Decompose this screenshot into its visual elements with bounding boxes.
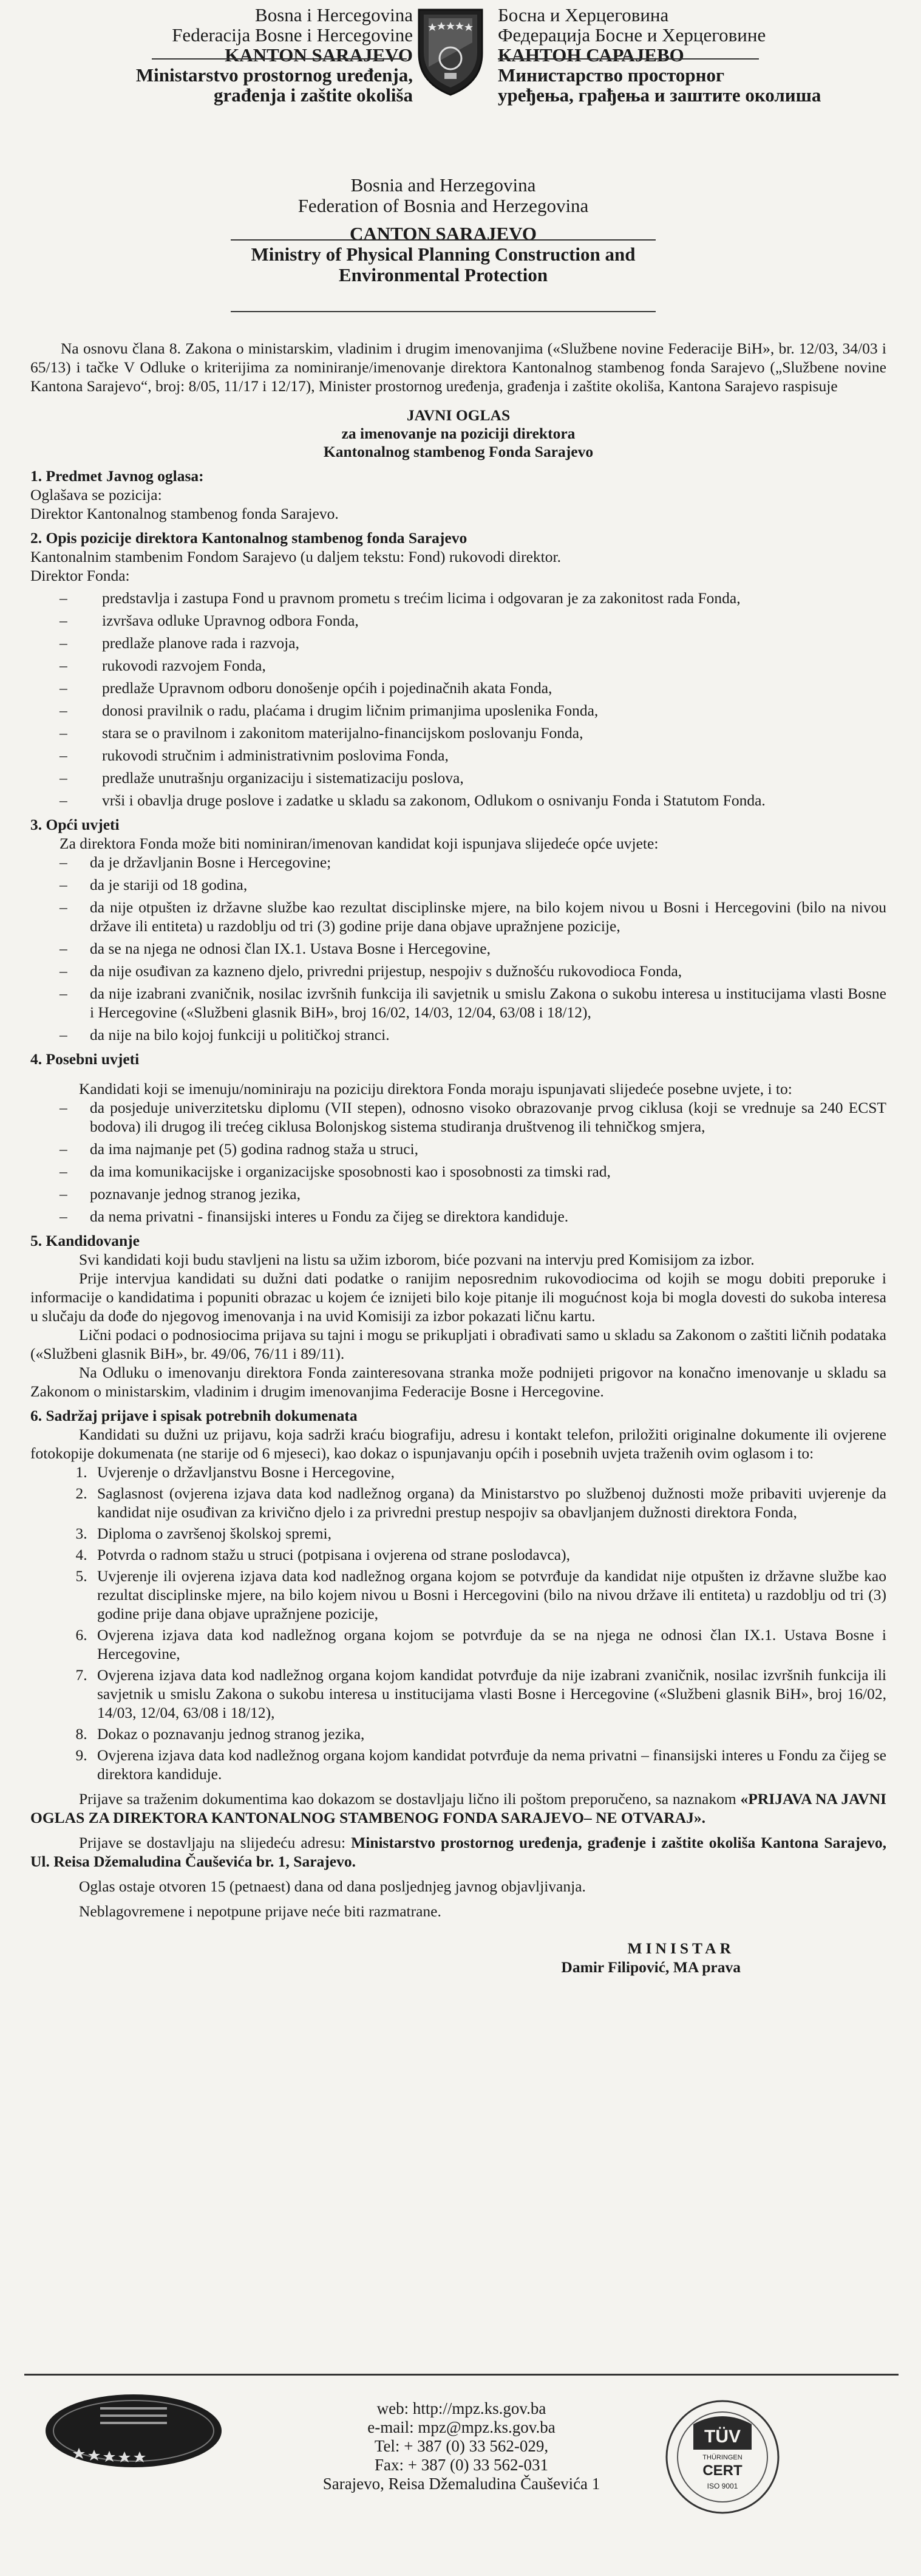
notice-body: [30, 339, 886, 1976]
list-item: – da nije na bilo kojoj funkciji u političkoj stranci.: [59, 1025, 886, 1044]
section-4-line: Kandidati koji se imenuju/nominiraju na poziciju direktora Fonda moraju ispunjavati slijedeće posebne uvjete, i to:: [79, 1080, 792, 1098]
address-paragraph: [30, 1833, 886, 1871]
list-item: 1. Uvjerenje o državljanstvu Bosne i Hercegovine,: [91, 1463, 886, 1481]
divider: [152, 58, 407, 60]
list-item: – da nije osuđivan za kazneno djelo, privredni prijestup, nespojiv s dužnošću rukovodioca Fonda,: [59, 962, 886, 980]
contact-block: [316, 2399, 607, 2493]
federation-name-english: Federation of Bosnia and Herzegovina: [297, 195, 589, 216]
ministry-name-1: Ministarstvo prostornog uređenja,: [135, 64, 413, 86]
divider: [231, 311, 656, 312]
intro-paragraph: Na osnovu člana 8. Zakona o ministarskim, vladinim i drugim imenovanjima («Službene novine Federacije BiH», br. 12/03, 34/03 i 65/13) i tačke V Odluke o kriterijima za nominiranje/imenovanje direktora Kantonalnog stambenog fonda Sarajevo („Službene novine Kantona Sarajevo“, broj: 8/05, 11/17 i 12/17), Minister prostornog uređenja, građenja i zaštite okoliša, Kantona Sarajevo raspisuje: [30, 340, 886, 395]
director-duties-list: [30, 589, 886, 810]
footer-address: Sarajevo, Reisa Džemaludina Čauševića 1: [322, 2475, 600, 2493]
list-item: – izvršava odluke Upravnog odbora Fonda,: [59, 611, 886, 630]
country-name: Bosna i Hercegovina: [255, 4, 413, 26]
list-item: – da posjeduje univerzitetsku diplomu (VII stepen), odnosno visoko obrazovanje prvog ciklusa (koji se vrednuje sa 240 ECST bodova) ili drugog ili trećeg ciklusa Bolonjskog sistema studiranja društvenog ili tehničkog smjera,: [59, 1098, 886, 1136]
letterhead-cyrillic: [498, 5, 838, 105]
ministry-name-english-2: Environmental Protection: [338, 264, 548, 285]
address-intro: Prijave se dostavljaju na slijedeću adresu:: [79, 1834, 346, 1851]
list-item: – da je državljanin Bosne i Hercegovine;: [59, 853, 886, 872]
list-item: – da ima najmanje pet (5) godina radnog staža u struci,: [59, 1139, 886, 1158]
canton-name: KANTON SARAJEVO: [225, 44, 413, 66]
required-documents-list: [30, 1463, 886, 1783]
ministry-name-english-1: Ministry of Physical Planning Construction and: [251, 244, 636, 265]
signature-name: Damir Filipović, MA prava: [561, 1958, 741, 1976]
divider: [498, 58, 759, 60]
section-1-line: Oglašava se pozicija:: [30, 486, 162, 504]
list-item: – rukovodi razvojem Fonda,: [59, 656, 886, 675]
ministry-name-cyrillic-1: Министарство просторног: [498, 64, 725, 86]
country-name-english: Bosnia and Herzegovina: [350, 174, 536, 196]
ministry-name-2: građenja i zaštite okoliša: [213, 84, 413, 106]
list-item: – poznavanje jednog stranog jezika,: [59, 1184, 886, 1203]
signature-title: MINISTAR: [627, 1939, 735, 1957]
country-name-cyrillic: Босна и Херцеговина: [498, 4, 669, 26]
section-2-heading: 2. Opis pozicije direktora Kantonalnog stambenog fonda Sarajevo: [30, 529, 467, 547]
list-item: 2. Saglasnost (ovjerena izjava data kod nadležnog organa) da Ministarstvo po službenoj dužnosti može pribaviti uvjerenje da kandidat nije osuđivan za krivično djelo i za privredni prestup nespojiv sa obavljanjem dužnosti direktora Fonda,: [91, 1484, 886, 1522]
section-1-line: Direktor Kantonalnog stambenog fonda Sarajevo.: [30, 505, 339, 522]
submission-address: Ministarstvo prostornog uređenja, građenje i zaštite okoliša Kantona Sarajevo, Ul. Reisa Džemaludina Čauševića br. 1, Sarajevo.: [30, 1834, 887, 1870]
notice-title-line-2: za imenovanje na poziciji direktora: [341, 425, 576, 442]
list-item: – da nema privatni - finansijski interes u Fondu za čijeg se direktora kandiduje.: [59, 1207, 886, 1226]
footer: [0, 2363, 921, 2575]
list-item: – predstavlja i zastupa Fond u pravnom prometu s trećim licima i odgovaran je za zakonitost rada Fonda,: [59, 589, 886, 607]
section-6-paragraph: Kandidati su dužni uz prijavu, koja sadrži kraću biografiju, adresu i kontakt telefon, priložiti originalne dokumente ili ovjerene fotokopije dokumenata (ne starije od 6 mjeseci), kao dokaz o ispunjavanju općih i posebnih uvjeta traženih ovim oglasom i to:: [30, 1426, 886, 1462]
federation-name-cyrillic: Федерација Босне и Херцеговине: [498, 24, 766, 46]
list-item: – stara se o pravilnom i zakonitom materijalno-financijskom poslovanju Fonda,: [59, 723, 886, 742]
list-item: – da se na njega ne odnosi član IX.1. Ustava Bosne i Hercegovine,: [59, 939, 886, 958]
cert-word: CERT: [702, 2462, 743, 2479]
letterhead-english: [212, 175, 674, 285]
list-item: – da je stariji od 18 godina,: [59, 875, 886, 894]
notice-title: [30, 406, 886, 461]
section-1-heading: 1. Predmet Javnog oglasa:: [30, 467, 204, 485]
section-2-line: Kantonalnim stambenim Fondom Sarajevo (u daljem tekstu: Fond) rukovodi direktor.: [30, 548, 561, 565]
email-link[interactable]: e-mail: mpz@mpz.ks.gov.ba: [367, 2418, 556, 2436]
phone-number: Tel: + 387 (0) 33 562-029,: [374, 2437, 549, 2455]
list-item: – predlaže planove rada i razvoja,: [59, 634, 886, 652]
section-5-paragraph: Svi kandidati koji budu stavljeni na listu sa užim izborom, biće pozvani na intervju pred Komisijom za izbor.: [79, 1251, 755, 1268]
section-4-heading: 4. Posebni uvjeti: [30, 1050, 140, 1068]
closing-text: Prijave sa traženim dokumentima kao dokazom se dostavljaju lično ili poštom preporučeno, sa naznakom: [79, 1790, 736, 1808]
section-5-heading: 5. Kandidovanje: [30, 1232, 140, 1249]
notice-title-line-3: Kantonalnog stambenog Fonda Sarajevo: [323, 443, 594, 460]
section-5-paragraph: Prije intervjua kandidati su dužni dati podatke o ranijim neposrednim rukovodiocima od kojih se mogu dobiti preporuke i informacije o kandidatima i popuniti obrazac u kojem će iznijeti bilo koje pitanje ili mogućnost koja bi mogla dovesti do sukoba interesa u slučaju da dođe do njegovog imenovanja i na uvid Komisiji za izbor pokazati ličnu kartu.: [30, 1269, 886, 1325]
section-3-line: Za direktora Fonda može biti nominiran/imenovan kandidat koji ispunjava slijedeće opće uvjete:: [59, 835, 659, 852]
list-item: – da ima komunikacijske i organizacijske sposobnosti kao i sposobnosti za timski rad,: [59, 1162, 886, 1181]
special-requirements-list: [30, 1098, 886, 1226]
fax-number: Fax: + 387 (0) 33 562-031: [375, 2456, 548, 2474]
canton-logo-icon: [42, 2390, 225, 2472]
list-item: – predlaže Upravnom odboru donošenje općih i pojedinačnih akata Fonda,: [59, 678, 886, 697]
list-item: 9. Ovjerena izjava data kod nadležnog organa kojom kandidat potvrđuje da nema privatni – finansijski interes u Fondu za čijeg se direktora kandiduje.: [91, 1746, 886, 1783]
list-item: – vrši i obavlja druge poslove i zadatke u skladu sa zakonom, Odlukom o osnivanju Fonda i Statutom Fonda.: [59, 791, 886, 810]
list-item: – rukovodi stručnim i administrativnim poslovima Fonda,: [59, 746, 886, 765]
section-5-paragraph: Lični podaci o podnosiocima prijava su tajni i mogu se prikupljati i obrađivati samo u skladu sa Zakonom o zaštiti ličnih podataka («Službeni glasnik BiH», br. 49/06, 76/11 i 89/11).: [30, 1326, 886, 1362]
letterhead: [0, 0, 921, 155]
section-2-line: Direktor Fonda:: [30, 567, 130, 584]
divider: [24, 2374, 899, 2376]
deadline-paragraph: Oglas ostaje otvoren 15 (petnaest) dana od dana posljednjeg javnog objavljivanja.: [79, 1877, 586, 1895]
list-item: – donosi pravilnik o radu, plaćama i drugim ličnim primanjima uposlenika Fonda,: [59, 701, 886, 720]
list-item: 4. Potvrda o radnom stažu u struci (potpisana i ovjerena od strane poslodavca),: [91, 1545, 886, 1564]
cert-standard: ISO 9001: [707, 2482, 738, 2490]
section-6-heading: 6. Sadržaj prijave i spisak potrebnih dokumenata: [30, 1407, 358, 1424]
divider: [231, 239, 656, 241]
list-item: – da nije otpušten iz državne službe kao rezultat disciplinske mjere, na bilo kojem nivou u Bosni i Hercegovini (bilo na nivou države ili entiteta) u razdoblju od tri (3) godine prije dana objave upražnjene pozicije,: [59, 898, 886, 935]
section-5-paragraph: Na Odluku o imenovanju direktora Fonda zainteresovana stranka može podnijeti prigovor na konačno imenovanje u skladu sa Zakonom o ministarskim, vladinim i drugim imenovanjima Federacije Bosne i Hercegovine.: [30, 1364, 886, 1400]
envelope-label: «PRIJAVA NA JAVNI OGLAS ZA DIREKTORA KANTONALNOG STAMBENOG FONDA SARAJEVO– NE OTVARAJ».: [30, 1790, 886, 1826]
section-3-heading: 3. Opći uvjeti: [30, 816, 120, 833]
list-item: 3. Diploma o završenoj školskoj spremi,: [91, 1524, 886, 1543]
ministry-name-cyrillic-2: уређења, грађења и заштите околиша: [498, 84, 821, 106]
list-item: 6. Ovjerena izjava data kod nadležnog organa kojom se potvrđuje da se na njega ne odnosi član IX.1. Ustava Bosne i Hercegovine,: [91, 1625, 886, 1663]
list-item: – da nije izabrani zvaničnik, nosilac izvršnih funkcija ili savjetnik u smislu Zakona o sukobu interesa u institucijama vlasti Bosne i Hercegovine («Službeni glasnik BiH», broj 16/02, 14/03, 12/04, 63/08 i 18/12),: [59, 984, 886, 1022]
cert-brand: TÜV: [704, 2427, 741, 2447]
canton-name-cyrillic: КАНТОН САРАЈЕВО: [498, 44, 684, 66]
certification-seal-icon: [656, 2396, 789, 2518]
website-link[interactable]: web: http://mpz.ks.gov.ba: [376, 2399, 546, 2417]
notice-title-line-1: JAVNI OGLAS: [406, 406, 511, 424]
list-item: 8. Dokaz o poznavanju jednog stranog jezika,: [91, 1724, 886, 1743]
list-item: 7. Ovjerena izjava data kod nadležnog organa kojom kandidat potvrđuje da nije izabrani zvaničnik, nosilac izvršnih funkcija ili savjetnik u smislu Zakona o sukobu interesa u institucijama vlasti Bosne i Hercegovine («Službeni glasnik BiH», broj 16/02, 14/03, 12/04, 63/08 i 18/12),: [91, 1666, 886, 1722]
list-item: 5. Uvjerenje ili ovjerena izjava data kod nadležnog organa kojom se potvrđuje da kandidat nije otpušten iz državne službe kao rezultat disciplinske mjere, na bilo kojem nivou u Bosni i Hercegovini (bilo na nivou države ili entiteta) u razdoblju od tri (3) godine prije dana objave upražnjene pozicije,: [91, 1566, 886, 1623]
federation-name: Federacija Bosne i Hercegovine: [172, 24, 413, 46]
list-item: – predlaže unutrašnju organizaciju i sistematizaciju poslova,: [59, 768, 886, 787]
coat-of-arms-icon: [414, 6, 487, 97]
general-requirements-list: [30, 853, 886, 1044]
cert-region: THÜRINGEN: [702, 2454, 743, 2461]
incomplete-applications-paragraph: Neblagovremene i nepotpune prijave neće biti razmatrane.: [79, 1902, 441, 1920]
letterhead-latin: [111, 5, 413, 105]
closing-paragraph: [30, 1789, 886, 1827]
canton-name-english: CANTON SARAJEVO: [350, 223, 537, 244]
